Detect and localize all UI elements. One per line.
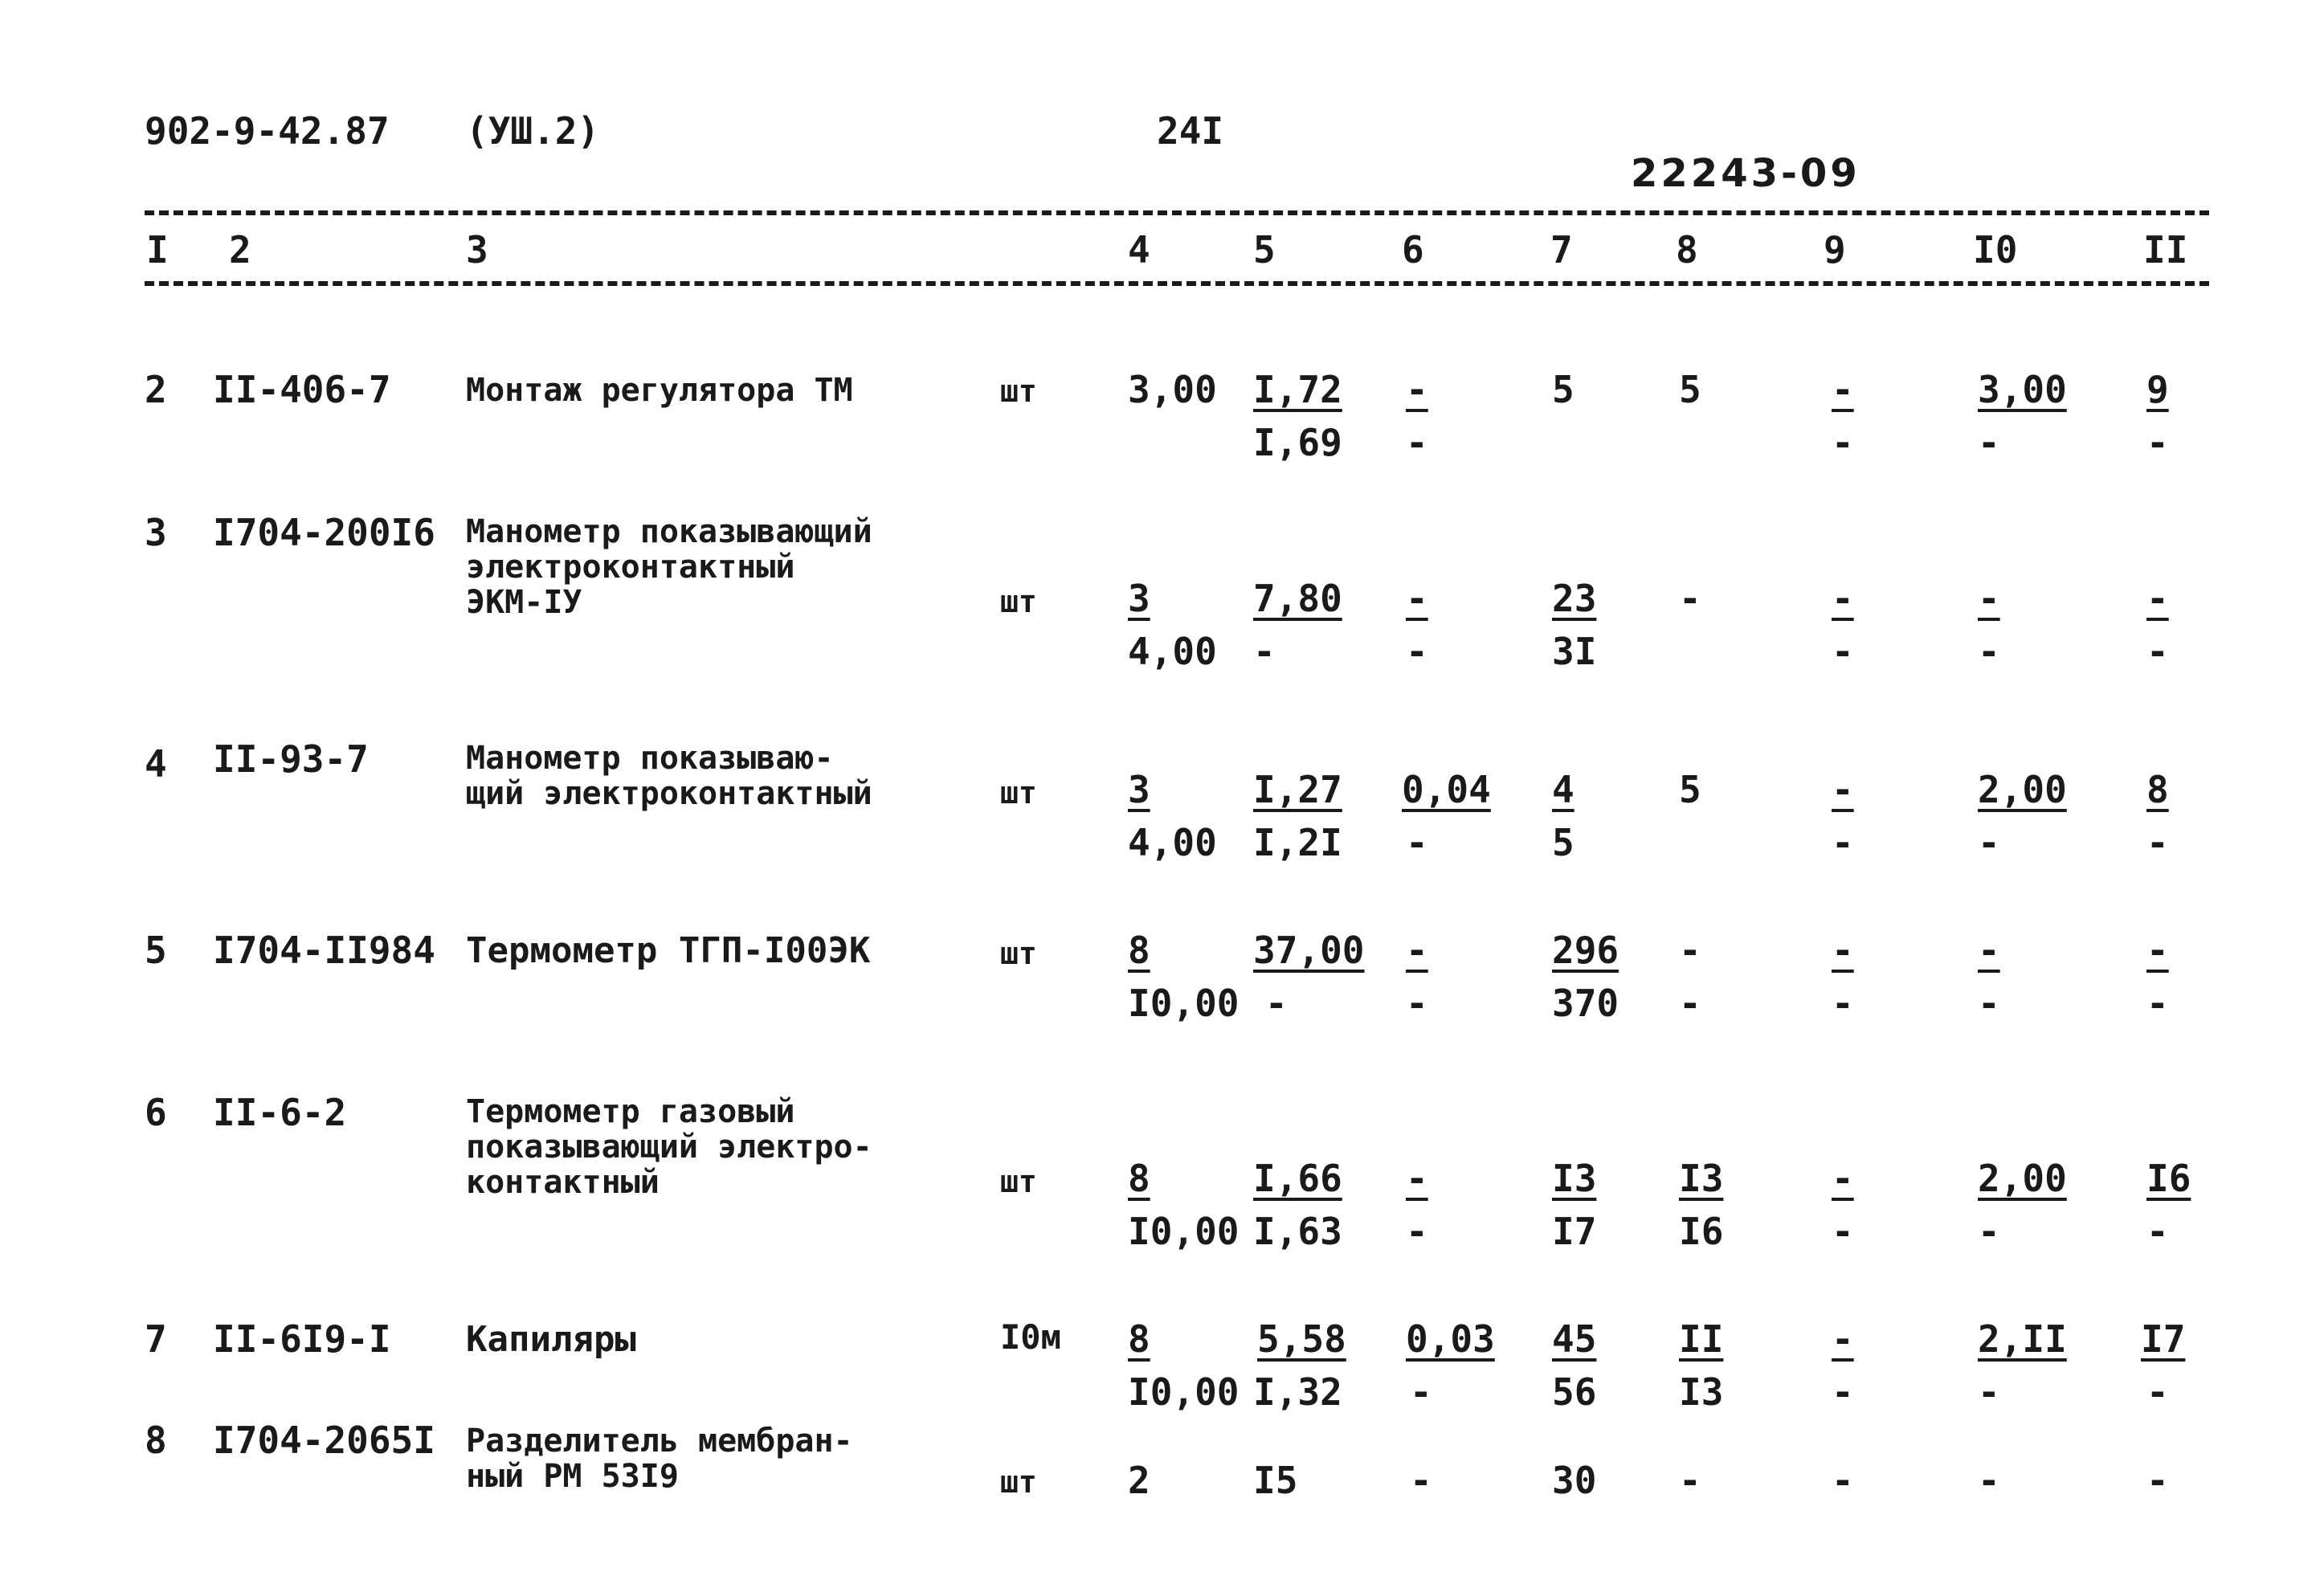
cell-value: 3 bbox=[1128, 768, 1150, 811]
cell-value: 30 bbox=[1552, 1459, 1597, 1502]
cell-value: - bbox=[1679, 577, 1701, 620]
cell-value: 5,58 bbox=[1257, 1317, 1346, 1361]
cell-value: I,2I bbox=[1253, 821, 1342, 864]
cell-value: II bbox=[1679, 1317, 1724, 1361]
cell-value: - bbox=[1978, 982, 2000, 1025]
rate-code: II-93-7 bbox=[213, 737, 369, 781]
row-number: 2 bbox=[145, 368, 167, 411]
item-name: Манометр показываю- щий электроконтактный bbox=[466, 740, 872, 812]
cell-value: 0,03 bbox=[1406, 1317, 1495, 1361]
album-label: (УШ.2) bbox=[466, 109, 600, 153]
cell-value: I0,00 bbox=[1128, 982, 1240, 1025]
column-header: 9 bbox=[1824, 228, 1846, 272]
cell-value: I3 bbox=[1552, 1157, 1597, 1200]
cell-value: - bbox=[1832, 368, 1854, 411]
unit: шт bbox=[1000, 936, 1037, 971]
row-number: 4 bbox=[145, 742, 167, 786]
cell-value: - bbox=[1406, 821, 1428, 864]
cell-value: I0,00 bbox=[1128, 1370, 1240, 1414]
cell-value: 8 bbox=[1128, 929, 1150, 972]
cell-value: - bbox=[1832, 421, 1854, 464]
cell-value: 3I bbox=[1552, 630, 1597, 673]
cell-value: - bbox=[2146, 1459, 2169, 1502]
cell-value: - bbox=[2146, 577, 2169, 620]
column-header: 6 bbox=[1402, 228, 1424, 272]
unit: шт bbox=[1000, 1164, 1037, 1199]
cell-value: 8 bbox=[1128, 1317, 1150, 1361]
column-header: II bbox=[2143, 228, 2188, 272]
cell-value: - bbox=[2146, 929, 2169, 972]
header-rule-bottom bbox=[145, 281, 2209, 286]
cell-value: 4,00 bbox=[1128, 630, 1217, 673]
unit: шт bbox=[1000, 374, 1037, 409]
cell-value: - bbox=[1978, 1210, 2000, 1253]
cell-value: - bbox=[1832, 768, 1854, 811]
cell-value: 56 bbox=[1552, 1370, 1597, 1414]
cell-value: - bbox=[1406, 368, 1428, 411]
cell-value: - bbox=[1832, 982, 1854, 1025]
column-header: 3 bbox=[466, 228, 488, 272]
cell-value: - bbox=[1679, 1459, 1701, 1502]
cell-value: 23 bbox=[1552, 577, 1597, 620]
cell-value: 5 bbox=[1679, 768, 1701, 811]
cell-value: I,27 bbox=[1253, 768, 1342, 811]
row-number: 6 bbox=[145, 1091, 167, 1134]
cell-value: - bbox=[1978, 821, 2000, 864]
item-name: Термометр газовый показывающий электро- контактный bbox=[466, 1093, 872, 1201]
cell-value: 0,04 bbox=[1402, 768, 1491, 811]
cell-value: - bbox=[1832, 1317, 1854, 1361]
cell-value: - bbox=[1406, 577, 1428, 620]
cell-value: - bbox=[1978, 929, 2000, 972]
cell-value: 3,00 bbox=[1978, 368, 2067, 411]
cell-value: - bbox=[2146, 421, 2169, 464]
cell-value: I,32 bbox=[1253, 1370, 1342, 1414]
cell-value: - bbox=[1832, 1157, 1854, 1200]
cell-value: 2,00 bbox=[1978, 768, 2067, 811]
cell-value: 2 bbox=[1128, 1459, 1150, 1502]
cell-value: 9 bbox=[2146, 368, 2169, 411]
cell-value: - bbox=[1832, 821, 1854, 864]
cell-value: I0,00 bbox=[1128, 1210, 1240, 1253]
cell-value: 7,80 bbox=[1253, 577, 1342, 620]
column-header: 5 bbox=[1253, 228, 1276, 272]
cell-value: I,72 bbox=[1253, 368, 1342, 411]
cell-value: I7 bbox=[2141, 1317, 2186, 1361]
column-header: 8 bbox=[1676, 228, 1698, 272]
cell-value: 5 bbox=[1552, 821, 1575, 864]
item-name: Капиляры bbox=[466, 1319, 636, 1360]
item-name: Разделитель мембран- ный РМ 53I9 bbox=[466, 1423, 853, 1495]
cell-value: I6 bbox=[2146, 1157, 2191, 1200]
unit: I0м bbox=[1000, 1317, 1061, 1357]
cell-value: - bbox=[2146, 982, 2169, 1025]
cell-value: I6 bbox=[1679, 1210, 1724, 1253]
cell-value: - bbox=[1978, 421, 2000, 464]
cell-value: - bbox=[1265, 982, 1288, 1025]
cell-value: 2,II bbox=[1978, 1317, 2067, 1361]
cell-value: - bbox=[1832, 1459, 1854, 1502]
cell-value: - bbox=[1679, 929, 1701, 972]
cell-value: - bbox=[1978, 1459, 2000, 1502]
cell-value: - bbox=[1832, 929, 1854, 972]
cell-value: - bbox=[1410, 1459, 1432, 1502]
cell-value: 3 bbox=[1128, 577, 1150, 620]
cell-value: - bbox=[1832, 1370, 1854, 1414]
column-header: 2 bbox=[229, 228, 251, 272]
cell-value: 5 bbox=[1679, 368, 1701, 411]
cell-value: - bbox=[1410, 1370, 1432, 1414]
cell-value: - bbox=[2146, 630, 2169, 673]
cell-value: - bbox=[1406, 982, 1428, 1025]
cell-value: - bbox=[1679, 982, 1701, 1025]
cell-value: 2,00 bbox=[1978, 1157, 2067, 1200]
cell-value: - bbox=[1253, 630, 1276, 673]
header-rule-top bbox=[145, 210, 2209, 215]
rate-code: II-6-2 bbox=[213, 1091, 347, 1134]
rate-code: I704-II984 bbox=[213, 929, 435, 972]
cell-value: - bbox=[1978, 577, 2000, 620]
cell-value: - bbox=[1406, 1157, 1428, 1200]
cell-value: - bbox=[1832, 577, 1854, 620]
cell-value: I3 bbox=[1679, 1157, 1724, 1200]
row-number: 7 bbox=[145, 1317, 167, 1361]
cell-value: 370 bbox=[1552, 982, 1619, 1025]
row-number: 8 bbox=[145, 1419, 167, 1462]
unit: шт bbox=[1000, 775, 1037, 810]
cell-value: 8 bbox=[2146, 768, 2169, 811]
unit: шт bbox=[1000, 1464, 1037, 1500]
cell-value: - bbox=[1832, 1210, 1854, 1253]
cell-value: 8 bbox=[1128, 1157, 1150, 1200]
cell-value: 296 bbox=[1552, 929, 1619, 972]
cell-value: 45 bbox=[1552, 1317, 1597, 1361]
rate-code: II-406-7 bbox=[213, 368, 391, 411]
cell-value: - bbox=[1978, 630, 2000, 673]
cell-value: - bbox=[1406, 929, 1428, 972]
column-header: I0 bbox=[1973, 228, 2018, 272]
column-header: 4 bbox=[1128, 228, 1150, 272]
cell-value: I,66 bbox=[1253, 1157, 1342, 1200]
cell-value: - bbox=[2146, 821, 2169, 864]
rate-code: I704-200I6 bbox=[213, 511, 435, 554]
cell-value: 5 bbox=[1552, 368, 1575, 411]
column-header: 7 bbox=[1550, 228, 1573, 272]
item-name: Монтаж регулятора ТМ bbox=[466, 372, 853, 409]
cell-value: 37,00 bbox=[1253, 929, 1365, 972]
page-number: 24I bbox=[1157, 109, 1224, 153]
cell-value: - bbox=[1406, 630, 1428, 673]
row-number: 5 bbox=[145, 929, 167, 972]
cell-value: - bbox=[2146, 1370, 2169, 1414]
document-code: 902-9-42.87 bbox=[145, 109, 390, 153]
row-number: 3 bbox=[145, 511, 167, 554]
cell-value: I,69 bbox=[1253, 421, 1342, 464]
column-header: I bbox=[146, 228, 169, 272]
item-name: Термометр ТГП-I00ЭК bbox=[466, 930, 871, 971]
cell-value: - bbox=[2146, 1210, 2169, 1253]
unit: шт bbox=[1000, 584, 1037, 619]
cell-value: - bbox=[1406, 421, 1428, 464]
cell-value: I7 bbox=[1552, 1210, 1597, 1253]
cell-value: I5 bbox=[1253, 1459, 1298, 1502]
cell-value: 4,00 bbox=[1128, 821, 1217, 864]
cell-value: 4 bbox=[1552, 768, 1575, 811]
cell-value: 3,00 bbox=[1128, 368, 1217, 411]
cell-value: I3 bbox=[1679, 1370, 1724, 1414]
rate-code: II-6I9-I bbox=[213, 1317, 391, 1361]
stamp-number: 22243-09 bbox=[1631, 151, 1860, 196]
rate-code: I704-2065I bbox=[213, 1419, 435, 1462]
cell-value: - bbox=[1832, 630, 1854, 673]
item-name: Манометр показывающий электроконтактный ЭКМ-IУ bbox=[466, 513, 872, 621]
cell-value: - bbox=[1406, 1210, 1428, 1253]
cell-value: I,63 bbox=[1253, 1210, 1342, 1253]
cell-value: - bbox=[1978, 1370, 2000, 1414]
